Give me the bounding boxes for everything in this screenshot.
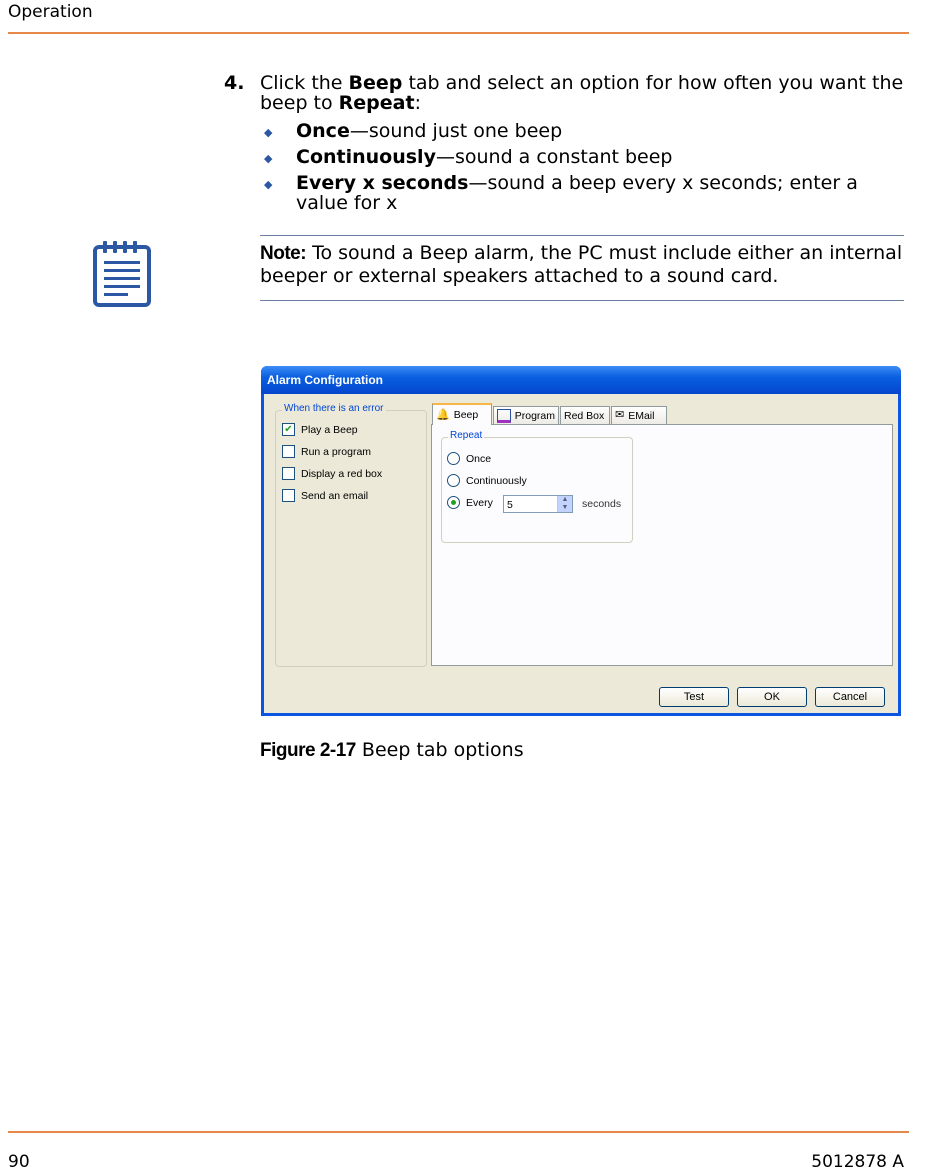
continuously-radio[interactable] — [447, 474, 460, 487]
error-actions-group-label: When there is an error — [284, 403, 384, 414]
note-box — [260, 235, 904, 301]
dialog-client-area — [264, 394, 898, 713]
ok-button[interactable]: OK — [737, 687, 807, 707]
error-actions-group — [275, 403, 427, 667]
tab-label: Beep — [453, 409, 479, 421]
checkbox-label: Play a Beep — [301, 423, 358, 436]
note-text — [260, 242, 904, 287]
run-program-checkbox-row[interactable] — [282, 445, 371, 458]
dialog-titlebar[interactable] — [261, 366, 901, 394]
play-beep-checkbox-row[interactable] — [282, 423, 358, 436]
checkbox-label: Run a program — [301, 445, 372, 458]
display-red-box-checkbox-row[interactable] — [282, 467, 382, 480]
tab-beep[interactable] — [432, 403, 492, 425]
list-item — [260, 121, 914, 141]
step-number: 4. — [224, 72, 245, 94]
document-number: 5012878 A — [811, 1152, 904, 1172]
page-header-section: Operation — [8, 2, 93, 22]
play-beep-checkbox[interactable]: ✔ — [282, 423, 295, 436]
header-rule — [8, 32, 909, 34]
checkbox-label: Display a red box — [301, 467, 383, 480]
step-text-post: : — [414, 92, 421, 114]
step-beep-word: Beep — [348, 72, 403, 94]
spinbox-value: 5 — [507, 499, 513, 511]
bullet-desc: —sound a beep every x seconds; enter a value for x — [296, 172, 858, 214]
bullet-term: Once — [296, 120, 350, 142]
list-item — [260, 147, 914, 167]
tab-red-box[interactable] — [560, 406, 610, 424]
tab-email[interactable] — [611, 406, 667, 424]
send-email-checkbox-row[interactable] — [282, 489, 368, 502]
tab-label: Red Box — [564, 409, 605, 422]
mail-icon: ✉ — [615, 409, 625, 421]
test-button[interactable]: Test — [659, 687, 729, 707]
step-repeat-word: Repeat — [338, 92, 415, 114]
page-number: 90 — [8, 1152, 30, 1172]
bullet-diamond-icon: ◆ — [264, 178, 273, 191]
every-radio[interactable] — [447, 496, 460, 509]
every-radio-row[interactable] — [447, 496, 493, 509]
step-text-pre: Click the — [260, 72, 349, 94]
list-item — [260, 173, 914, 213]
run-program-checkbox[interactable] — [282, 445, 295, 458]
note-body: To sound a Beep alarm, the PC must include either an internal beeper or external speakers attached to a sound card. — [260, 242, 903, 287]
repeat-group-label: Repeat — [450, 430, 483, 441]
step-text — [260, 73, 914, 113]
figure-label: Figure 2-17 — [260, 740, 356, 761]
beep-tab-panel — [431, 424, 893, 666]
bell-icon: 🔔 — [436, 408, 450, 421]
bullet-desc: —sound a constant beep — [435, 146, 673, 168]
seconds-label: seconds — [582, 498, 622, 510]
repeat-group — [441, 430, 633, 543]
footer-rule — [8, 1131, 909, 1133]
dialog-title: Alarm Configuration — [267, 373, 383, 387]
radio-label: Once — [466, 452, 492, 465]
tab-label: Program — [514, 409, 555, 422]
bullet-diamond-icon: ◆ — [264, 152, 273, 165]
send-email-checkbox[interactable] — [282, 489, 295, 502]
bullet-term: Every x seconds — [296, 172, 469, 194]
step-text-mid: tab and select an option for how often you want the beep to — [260, 72, 904, 114]
window-icon — [497, 409, 511, 423]
radio-label: Every — [466, 496, 493, 509]
spin-arrows-icon[interactable]: ▲ ▼ — [557, 496, 572, 512]
repeat-options-list — [260, 121, 914, 213]
note-label: Note: — [260, 243, 307, 264]
checkbox-label: Send an email — [301, 489, 369, 502]
bullet-term: Continuously — [296, 146, 436, 168]
figure-caption-text: Beep tab options — [355, 739, 524, 761]
continuously-radio-row[interactable] — [447, 474, 527, 487]
tab-label: EMail — [628, 409, 655, 422]
radio-label: Continuously — [466, 474, 527, 487]
alarm-configuration-dialog — [261, 366, 901, 716]
bullet-desc: —sound just one beep — [349, 120, 563, 142]
every-seconds-spinbox[interactable] — [503, 495, 573, 513]
tab-program[interactable] — [493, 406, 559, 424]
cancel-button[interactable]: Cancel — [815, 687, 885, 707]
display-red-box-checkbox[interactable] — [282, 467, 295, 480]
bullet-diamond-icon: ◆ — [264, 126, 273, 139]
once-radio-row[interactable] — [447, 452, 491, 465]
notepad-icon — [92, 239, 152, 309]
once-radio[interactable] — [447, 452, 460, 465]
step-4 — [224, 73, 914, 219]
figure-caption — [260, 739, 524, 762]
